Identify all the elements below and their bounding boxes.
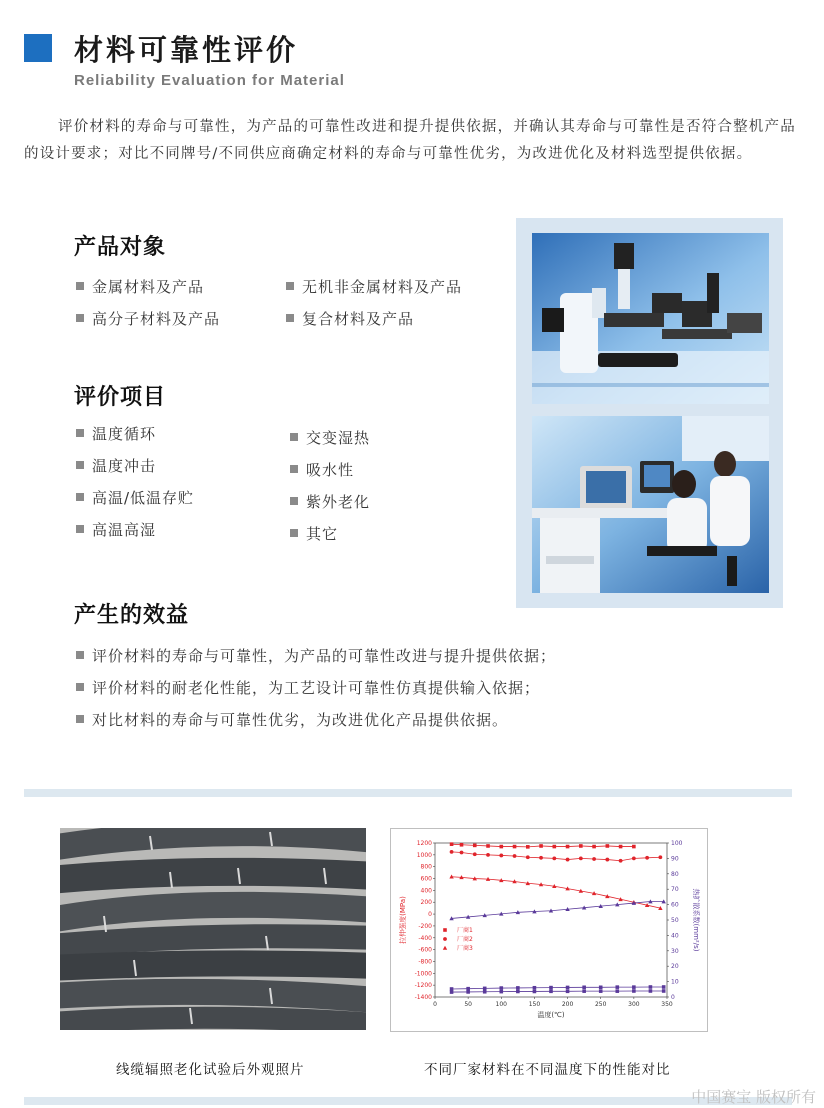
data-point (539, 844, 543, 848)
data-point (662, 989, 666, 993)
data-point (592, 845, 596, 849)
bullet-square-icon (286, 282, 294, 290)
y-axis-label: 拉伸强度(MPa) (399, 896, 407, 944)
y2-tick-label: 50 (671, 917, 679, 924)
y-tick-label: 0 (428, 911, 432, 919)
chart-svg (391, 829, 707, 1031)
data-point (526, 855, 530, 859)
project-item: 温度循环 (76, 423, 156, 444)
bullet-square-icon (290, 497, 298, 505)
project-item: 吸水性 (290, 459, 354, 480)
data-point (499, 854, 503, 858)
x-axis-label: 温度(℃) (537, 1011, 565, 1019)
object-item: 金属材料及产品 (76, 276, 204, 297)
bullet-square-icon (76, 651, 84, 659)
data-point (466, 990, 470, 994)
data-point (645, 856, 649, 860)
data-point (516, 986, 520, 990)
data-point (619, 845, 623, 849)
data-point (632, 985, 636, 989)
copyright-footer: 中国赛宝 版权所有 (691, 1088, 816, 1106)
data-point (539, 856, 543, 860)
data-point (549, 986, 553, 990)
project-item: 高温/低温存贮 (76, 487, 194, 508)
bullet-square-icon (76, 429, 84, 437)
data-point (632, 845, 636, 849)
data-point (460, 843, 464, 847)
data-point (549, 990, 553, 994)
x-tick-label: 50 (464, 1001, 472, 1008)
y2-axis-label: 热扩散系数(mm²/s) (692, 888, 700, 952)
data-point (658, 855, 662, 859)
bullet-square-icon (76, 314, 84, 322)
x-tick-label: 150 (528, 1001, 541, 1008)
lab-workstation-photo (532, 416, 769, 593)
y-tick-label: -800 (418, 958, 432, 966)
benefit-item: 评价材料的寿命与可靠性，为产品的可靠性改进与提升提供依据； (76, 645, 556, 666)
data-point (473, 844, 477, 848)
y-tick-label: 1000 (416, 851, 432, 859)
y2-tick-label: 30 (671, 947, 679, 955)
bullet-square-icon (290, 465, 298, 473)
y2-tick-label: 70 (671, 886, 679, 894)
bullet-square-icon (76, 525, 84, 533)
project-item: 温度冲击 (76, 455, 156, 476)
series-line-1 (452, 852, 661, 861)
project-item: 交变湿热 (290, 427, 370, 448)
data-point (606, 844, 610, 848)
data-point (516, 990, 520, 994)
data-point (662, 985, 666, 989)
x-tick-label: 350 (661, 1001, 673, 1008)
legend-label: 厂商2 (457, 936, 473, 943)
x-tick-label: 100 (495, 1001, 508, 1008)
data-point (466, 987, 470, 991)
intro-paragraph: 评价材料的寿命与可靠性，为产品的可靠性改进和提升提供依据，并确认其寿命与可靠性是否符合整机产品的设计要求；对比不同牌号/不同供应商确定材料的寿命与可靠性优劣，为改进优化及材料选型提供依据。 (24, 119, 796, 162)
plot-frame (435, 843, 667, 997)
benefit-item: 评价材料的耐老化性能，为工艺设计可靠性仿真提供输入依据； (76, 677, 540, 698)
y2-tick-label: 100 (671, 840, 683, 847)
x-tick-label: 300 (628, 1001, 640, 1008)
legend-marker (443, 937, 447, 941)
data-point (632, 989, 636, 993)
data-point (486, 853, 490, 857)
project-item: 高温高湿 (76, 519, 156, 540)
benefits-heading: 产生的效益 (74, 603, 190, 628)
data-point (579, 857, 583, 861)
data-point (599, 985, 603, 989)
legend-marker (443, 928, 447, 932)
data-point (499, 990, 503, 994)
object-item: 高分子材料及产品 (76, 308, 220, 329)
y-tick-label: -200 (418, 922, 432, 930)
y2-tick-label: 40 (671, 932, 679, 940)
x-tick-label: 200 (561, 1001, 574, 1008)
y2-tick-label: 0 (671, 994, 675, 1001)
projects-heading: 评价项目 (74, 385, 167, 410)
bullet-square-icon (76, 493, 84, 501)
project-item: 紫外老化 (290, 491, 370, 512)
data-point (566, 845, 570, 849)
data-point (486, 844, 490, 848)
data-point (526, 845, 530, 849)
data-point (553, 845, 557, 849)
benefit-item: 对比材料的寿命与可靠性优劣，为改进优化产品提供依据。 (76, 709, 508, 730)
y-tick-label: -400 (418, 934, 432, 942)
data-point (450, 842, 454, 846)
legend-marker (443, 946, 447, 950)
y-tick-label: -600 (418, 946, 432, 954)
data-point (566, 986, 570, 990)
performance-comparison-chart (390, 828, 708, 1032)
data-point (483, 987, 487, 991)
data-point (460, 851, 464, 855)
bullet-square-icon (76, 683, 84, 691)
bullet-square-icon (290, 529, 298, 537)
data-point (513, 845, 517, 849)
data-point (632, 857, 636, 861)
microscope-photo (532, 233, 769, 404)
data-point (579, 844, 583, 848)
y-tick-label: 1200 (416, 840, 432, 847)
data-point (552, 857, 556, 861)
legend-label: 厂商3 (457, 945, 473, 952)
data-point (513, 854, 517, 858)
x-tick-label: 250 (594, 1001, 607, 1008)
object-item: 复合材料及产品 (286, 308, 414, 329)
bullet-square-icon (290, 433, 298, 441)
data-point (605, 858, 609, 862)
data-point (566, 858, 570, 862)
y-tick-label: 600 (420, 875, 432, 883)
data-point (450, 990, 454, 994)
data-point (566, 990, 570, 994)
data-point (450, 850, 454, 854)
data-point (483, 990, 487, 994)
data-point (450, 987, 454, 991)
y-tick-label: 800 (420, 863, 432, 871)
data-point (615, 989, 619, 993)
y-tick-label: -1200 (414, 982, 432, 990)
x-tick-label: 0 (433, 1001, 437, 1008)
y2-tick-label: 60 (671, 901, 679, 909)
y-tick-label: 400 (420, 887, 432, 895)
bullet-square-icon (76, 715, 84, 723)
legend-label: 厂商1 (457, 927, 473, 934)
y2-tick-label: 20 (671, 963, 679, 971)
y-tick-label: -1400 (414, 994, 432, 1001)
bullet-square-icon (76, 282, 84, 290)
data-point (649, 989, 653, 993)
title-accent-square (24, 34, 52, 62)
data-point (599, 989, 603, 993)
section-divider (24, 789, 792, 797)
data-point (582, 985, 586, 989)
data-point (615, 985, 619, 989)
cable-aging-photo (60, 828, 366, 1030)
caption-cable-photo: 线缆辐照老化试验后外观照片 (116, 1062, 305, 1078)
objects-heading: 产品对象 (74, 235, 167, 260)
data-point (533, 990, 537, 994)
y-tick-label: -1000 (414, 970, 432, 978)
data-point (499, 986, 503, 990)
data-point (582, 989, 586, 993)
project-item: 其它 (290, 523, 338, 544)
bullet-square-icon (286, 314, 294, 322)
bullet-square-icon (76, 461, 84, 469)
data-point (499, 845, 503, 849)
y2-tick-label: 10 (671, 978, 679, 986)
data-point (649, 985, 653, 989)
data-point (533, 986, 537, 990)
lab-photo-panel (516, 218, 783, 608)
footer-divider (24, 1097, 792, 1105)
y-tick-label: 200 (420, 899, 432, 907)
page-title: 材料可靠性评价 (74, 33, 299, 67)
object-item: 无机非金属材料及产品 (286, 276, 462, 297)
data-point (619, 859, 623, 863)
caption-chart: 不同厂家材料在不同温度下的性能对比 (424, 1062, 671, 1078)
y2-tick-label: 90 (671, 855, 679, 863)
page-subtitle: Reliability Evaluation for Material (74, 72, 345, 89)
y2-tick-label: 80 (671, 870, 679, 878)
data-point (592, 857, 596, 861)
data-point (473, 852, 477, 856)
